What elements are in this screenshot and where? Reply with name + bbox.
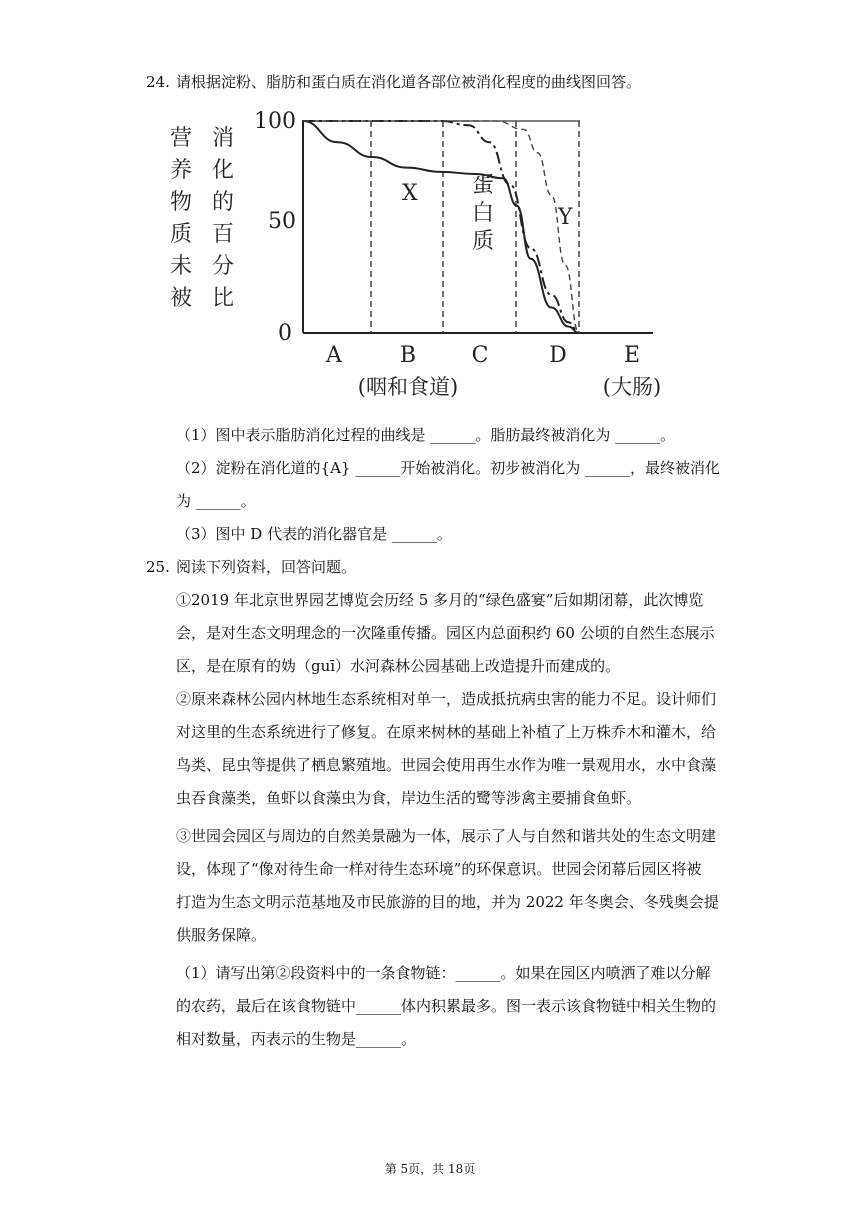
y-label-char: 的	[212, 190, 235, 215]
curve-label-x: X	[402, 181, 418, 206]
x-category-c: C	[471, 343, 489, 368]
q25-line: ②原来森林公园内林地生态系统相对单一，造成抵抗病虫害的能力不足。设计师们	[176, 690, 717, 708]
y-label-char: 营	[170, 126, 193, 151]
q25-line: 打造为生态文明示范基地及市民旅游的目的地，并为 2022 年冬奥会、冬残奥会提	[176, 893, 719, 911]
y-tick-100: 100	[254, 109, 296, 134]
y-label-char: 消	[212, 126, 235, 151]
q25-line: 供服务保障。	[176, 926, 267, 944]
q25-line: ③世园会园区与周边的自然美景融为一体，展示了人与自然和谐共处的生态文明建	[176, 827, 717, 845]
q25-line: （1）请写出第②段资料中的一条食物链：______。如果在园区内喷洒了难以分解	[176, 964, 711, 982]
x-category-e: E	[623, 343, 641, 368]
y-tick-50: 50	[268, 209, 296, 234]
q24-heading	[146, 72, 641, 92]
x-category-d: D	[549, 343, 567, 368]
q24-sub2: （2）淀粉在消化道的{A} ______开始被消化。初步被消化为 ______，最终被消化	[176, 459, 721, 477]
x-category-a: A	[326, 343, 342, 368]
y-label-char: 百	[212, 222, 235, 247]
q25-line: 设，体现了“像对待生命一样对待生态环境”的环保意识。世园会闭幕后园区将被	[176, 860, 702, 878]
page-footer: 第 5页，共 18页	[384, 1162, 476, 1176]
q25-prompt: 阅读下列资料，回答问题。	[176, 558, 357, 576]
region-note-b: (咽和食道)	[357, 375, 459, 399]
y-label-char: 比	[212, 286, 235, 311]
y-label-char: 被	[170, 286, 193, 311]
protein-label-char: 蛋	[472, 173, 495, 198]
q25-line: 会，是对生态文明理念的一次隆重传播。园区内总面积约 60 公顷的自然生态展示	[176, 624, 715, 642]
y-label-char: 分	[212, 254, 235, 279]
y-label-char: 未	[170, 254, 193, 279]
q25-line: 鸟类、昆虫等提供了栖息繁殖地。世园会使用再生水作为唯一景观用水，水中食藻	[176, 756, 717, 774]
region-note-e: (大肠)	[602, 375, 662, 399]
y-axis-label-col2	[212, 126, 234, 311]
q24-sub1: （1）图中表示脂肪消化过程的曲线是 ______。脂肪最终被消化为 ______。	[176, 426, 676, 444]
q25-line: ①2019 年北京世界园艺博览会历经 5 多月的“绿色盛宴”后如期闭幕，此次博览	[176, 591, 704, 609]
q24-prompt: 请根据淀粉、脂肪和蛋白质在消化道各部位被消化程度的曲线图回答。	[176, 73, 642, 91]
digestion-curve-chart	[170, 100, 680, 410]
q25-line: 相对数量，丙表示的生物是______。	[176, 1030, 417, 1048]
protein-label-char: 白	[472, 201, 495, 226]
q25-number: 25.	[146, 558, 170, 576]
y-label-char: 养	[170, 158, 193, 183]
y-axis-label-col1	[170, 126, 192, 311]
x-category-b: B	[399, 343, 417, 368]
q25-heading	[146, 557, 356, 577]
y-label-char: 化	[212, 158, 235, 183]
q25-line: 对这里的生态系统进行了修复。在原来树林的基础上补植了上万株乔木和灌木，给	[176, 723, 717, 741]
q24-number: 24.	[146, 73, 170, 91]
curve-label-y: Y	[558, 205, 573, 230]
y-label-char: 物	[170, 190, 193, 215]
q24-sub2-cont: 为 ______。	[176, 492, 256, 510]
y-tick-0: 0	[278, 321, 292, 346]
q25-line: 虫吞食藻类，鱼虾以食藻虫为食，岸边生活的鹭等涉禽主要捕食鱼虾。	[176, 789, 642, 807]
curve-y	[303, 121, 579, 333]
y-label-char: 质	[170, 222, 193, 247]
q25-line: 的农药，最后在该食物链中______体内积累最多。图一表示该食物链中相关生物的	[176, 997, 717, 1015]
q25-line: 区，是在原有的妫（guī）水河森林公园基础上改造提升而建成的。	[176, 657, 621, 675]
q24-sub3: （3）图中 D 代表的消化器官是 ______。	[176, 525, 452, 543]
protein-label-char: 质	[472, 229, 495, 254]
curve-label-protein	[472, 173, 494, 254]
